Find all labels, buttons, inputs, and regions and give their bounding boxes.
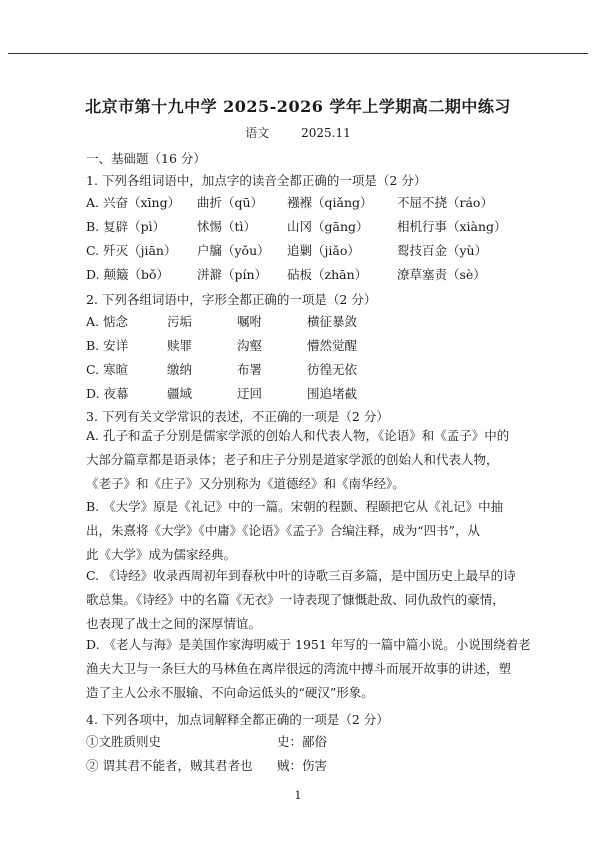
paragraph-line: 出，朱熹将《大学》《中庸》《论语》《孟子》合编注释，成为“四书”，从 — [86, 523, 481, 538]
paragraph-line: 渔夫大卫与一条巨大的马林鱼在离岸很远的湾流中搏斗而展开故事的讲述，塑 — [86, 661, 512, 676]
exam-subtitle — [0, 124, 596, 141]
page-number: 1 — [294, 789, 302, 802]
option-item: 横征暴敛 — [307, 314, 358, 329]
question-3-option-b — [86, 495, 512, 567]
question-2-stem: 2. 下列各组词语中，字形全都正确的一项是（2 分） — [86, 292, 377, 307]
option-item: 䴕技百金（yù） — [397, 243, 488, 258]
question-1-stem: 1. 下列各组词语中，加点字的读音全都正确的一项是（2 分） — [86, 173, 427, 188]
sentence-text: ①文胜质则史 — [86, 734, 162, 749]
option-item: 缴纳 — [167, 362, 193, 377]
option-item: B. 安详 — [86, 338, 129, 353]
option-item: 洴澼（pín） — [197, 267, 268, 282]
sentence-text: ② 谓其君不能者，贼其君者也 — [86, 758, 253, 773]
option-item: 迂回 — [237, 386, 263, 401]
subject-label: 语文 — [245, 126, 270, 140]
top-rule — [8, 53, 588, 54]
option-item: 疆域 — [167, 386, 193, 401]
question-3-option-c — [86, 564, 516, 636]
option-item: 山冈（gāng） — [287, 219, 369, 234]
option-item: 布署 — [237, 362, 263, 377]
paragraph-line: C. 《诗经》收录西周初年到春秋中叶的诗歌三百多篇，是中国历史上最早的诗 — [86, 568, 516, 583]
option-item: 沟壑 — [237, 338, 263, 353]
page-title: 北京市第十九中学 2025-2026 学年上学期高二期中练习 — [85, 97, 511, 116]
paragraph-line: 大部分篇章都是语录体；老子和庄子分别是道家学派的创始人和代表人物， — [86, 452, 499, 467]
paragraph-line: 也表现了战士之间的深厚情谊。 — [86, 616, 262, 631]
option-item: 污垢 — [167, 314, 193, 329]
option-item: 围追堵截 — [307, 386, 358, 401]
question-4-stem: 4. 下列各项中，加点词解释全都正确的一项是（2 分） — [86, 712, 389, 727]
option-item: 潦草塞责（sè） — [397, 267, 486, 282]
option-item: C. 歼灭（jiān） — [86, 243, 177, 258]
paragraph-line: D. 《老人与海》是美国作家海明威于 1951 年写的一篇中篇小说。小说围绕着老 — [86, 637, 531, 652]
option-item: 曲折（qū） — [197, 195, 264, 210]
option-item: 砧板（zhān） — [287, 267, 368, 282]
question-3-option-a — [86, 424, 512, 496]
paragraph-line: A. 孔子和孟子分别是儒家学派的创始人和代表人物，《论语》和《孟子》中的 — [86, 428, 510, 443]
option-item: 懵然觉醒 — [307, 338, 358, 353]
paragraph-line: 造了主人公永不服输、不向命运低头的“硬汉”形象。 — [86, 685, 374, 700]
option-item: 嘱咐 — [237, 314, 263, 329]
option-item: 彷徨无依 — [307, 362, 358, 377]
paragraph-line: B. 《大学》原是《礼记》中的一篇。宋朝的程颢、程颐把它从《礼记》中抽 — [86, 499, 504, 514]
option-item: 追剿（jiǎo） — [287, 243, 360, 258]
question-3-stem: 3. 下列有关文学常识的表述，不正确的一项是（2 分） — [86, 409, 389, 424]
definition-text: 贼：伤害 — [277, 758, 328, 773]
option-item: C. 寒暄 — [86, 362, 129, 377]
option-item: A. 惦念 — [86, 314, 128, 329]
question-3-option-d — [86, 633, 531, 705]
option-item: D. 夜幕 — [86, 386, 129, 401]
option-item: 怵惕（tì） — [197, 219, 257, 234]
option-item: D. 颠簸（bǒ） — [86, 267, 170, 282]
option-item: 户牖（yǒu） — [197, 243, 270, 258]
option-item: 赎罪 — [167, 338, 193, 353]
paragraph-line: 《老子》和《庄子》又分别称为《道德经》和《南华经》。 — [86, 476, 405, 491]
option-item: A. 兴奋（xīng） — [86, 195, 181, 210]
option-item: 襁褓（qiǎng） — [287, 195, 373, 210]
option-item: 相机行事（xiàng） — [397, 219, 507, 234]
paragraph-line: 歌总集。《诗经》中的名篇《无衣》一诗表现了慷慨赴敌、同仇敌忾的豪情， — [86, 592, 505, 607]
definition-text: 史：鄙俗 — [277, 734, 328, 749]
option-item: 不屈不挠（ráo） — [397, 195, 493, 210]
option-item: B. 复辟（pì） — [86, 219, 166, 234]
paragraph-line: 此《大学》成为儒家经典。 — [86, 547, 237, 562]
exam-date: 2025.11 — [301, 126, 351, 140]
section-heading: 一、基础题（16 分） — [86, 151, 206, 166]
